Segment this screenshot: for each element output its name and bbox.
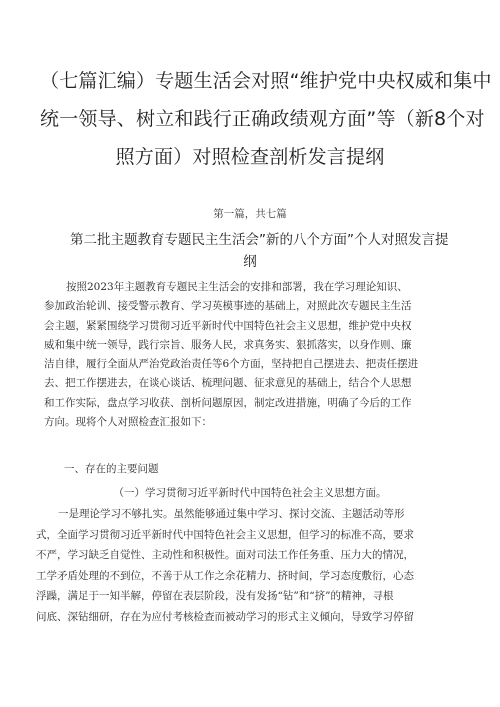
subtitle-line: 纲 bbox=[243, 254, 257, 270]
paragraph-line: 方向。现将个人对照检查汇报如下： bbox=[44, 416, 212, 429]
paragraph-line: 会主题，紧紧围绕学习贯彻习近平新时代中国特色社会主义思想，维护党中央权 bbox=[44, 319, 412, 332]
subsection-heading: （一）学习贯彻习近平新时代中国特色社会主义思想方面。 bbox=[113, 487, 387, 499]
paragraph-line: 去、把工作摆进去，在谈心谈话、梳理问题、征求意见的基础上，结合个人思想 bbox=[44, 377, 412, 390]
article-subtitle bbox=[70, 229, 449, 273]
paragraph-line: 工学矛盾处理的不到位，不善于从工作之余花精力、挤时间，学习态度敷衍，心态 bbox=[36, 569, 414, 582]
intro-paragraph bbox=[44, 278, 464, 432]
paragraph-line: 洁自律，履行全面从严治党政治责任等6个方面，坚持把自己摆进去、把责任摆进 bbox=[44, 358, 419, 371]
title-line: 统一领导、树立和践行正确政绩观方面”等（新8个对 bbox=[40, 108, 485, 130]
chapter-label: 第一篇，共七篇 bbox=[213, 208, 287, 220]
section-heading: 一、存在的主要问题 bbox=[64, 463, 159, 475]
paragraph-line: 问底、深钻细研，存在为应付考核检查而被动学习的形式主义倾向，导致学习停留 bbox=[36, 610, 414, 623]
paragraph-line: 浮躁，满足于一知半解，停留在表层阶段，没有发扬“钻”和“挤”的精神，寻根 bbox=[36, 590, 394, 602]
paragraph-line: 一是理论学习不够扎实。虽然能够通过集中学习、探讨交流、主题活动等形 bbox=[58, 508, 405, 520]
title-line: 照方面）对照检查剖析发言提纲 bbox=[115, 146, 385, 168]
title-line: （七篇汇编）专题生活会对照“维护党中央权威和集中 bbox=[40, 70, 492, 92]
document-title bbox=[40, 62, 492, 176]
paragraph-line: 威和集中统一领导，践行宗旨、服务人民，求真务实、狠抓落实，以身作则、廉 bbox=[44, 338, 412, 351]
paragraph-line: 式，全面学习贯彻习近平新时代中国特色社会主义思想，但学习的标准不高，要求 bbox=[36, 528, 414, 541]
paragraph-line: 不严，学习缺乏自觉性、主动性和积极性。面对司法工作任务重、压力大的情况， bbox=[36, 549, 414, 561]
subtitle-line: 第二批主题教育专题民主生活会”新的八个方面”个人对照发言提 bbox=[70, 232, 449, 248]
body-paragraph bbox=[36, 504, 466, 627]
paragraph-line: 按照2023年主题教育专题民主生活会的安排和部署，我在学习理论知识、 bbox=[66, 281, 408, 293]
paragraph-line: 参加政治轮训、接受警示教育、学习英模事迹的基础上，对照此次专题民主生活 bbox=[44, 300, 412, 313]
paragraph-line: 和工作实际，盘点学习收获、剖析问题原因，制定改进措施，明确了今后的工作 bbox=[44, 396, 412, 409]
